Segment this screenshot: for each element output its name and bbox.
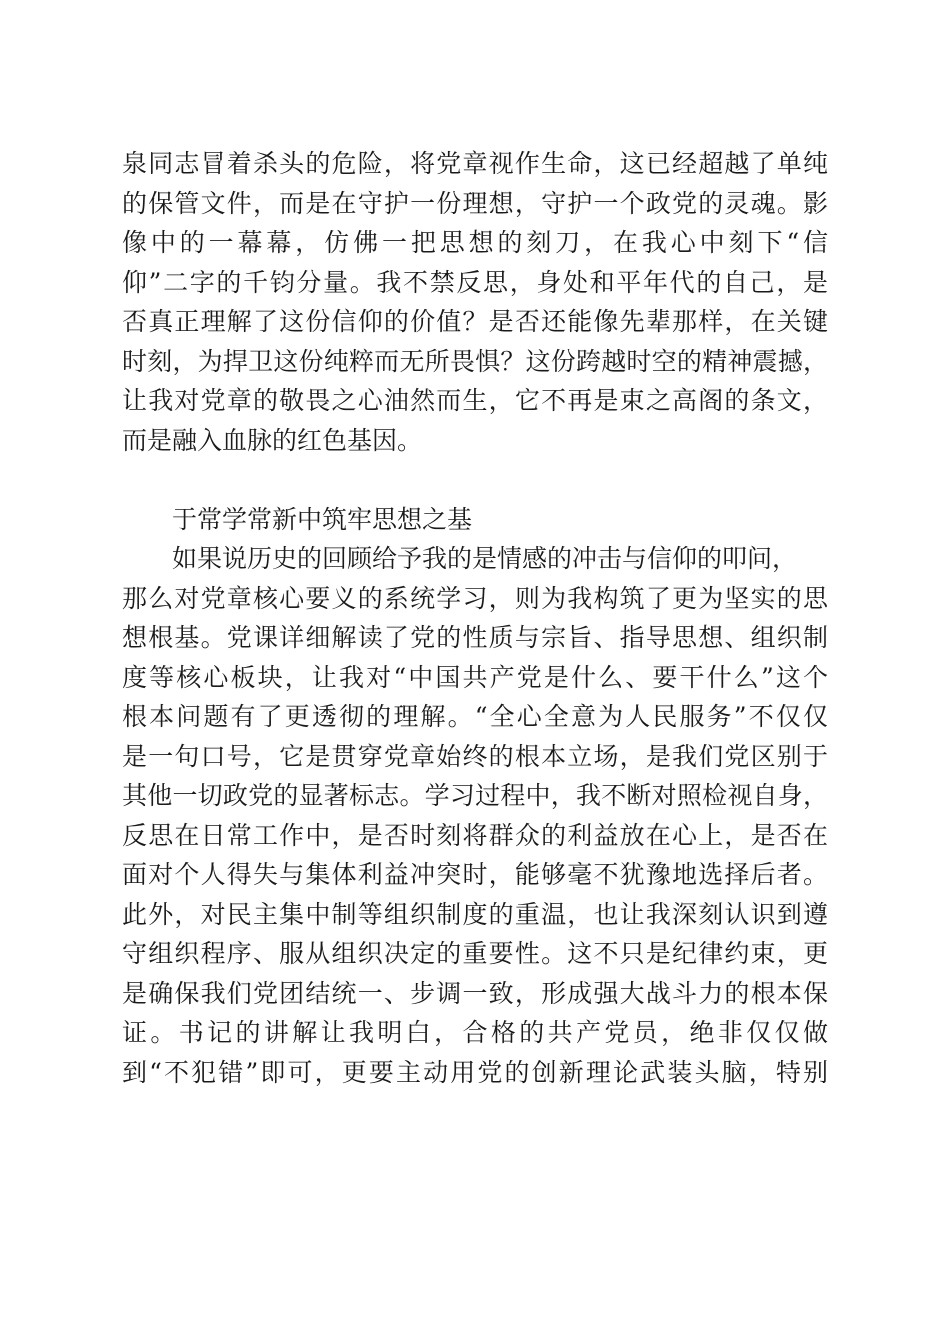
text-line: 让我对党章的敬畏之心油然而生，它不再是束之高阁的条文，	[122, 386, 828, 415]
text-line: 否真正理解了这份信仰的价值？是否还能像先辈那样，在关键	[122, 307, 828, 336]
section-heading-block	[122, 500, 828, 540]
text-line: 如果说历史的回顾给予我的是情感的冲击与信仰的叩问，	[172, 544, 798, 573]
text-line: 反思在日常工作中，是否时刻将群众的利益放在心上，是否在	[122, 820, 828, 850]
text-line: 其他一切政党的显著标志。学习过程中，我不断对照检视自身，	[122, 781, 828, 810]
text-line: 而是融入血脉的红色基因。	[122, 425, 423, 455]
text-line: 守组织程序、服从组织决定的重要性。这不只是纪律约束，更	[122, 939, 828, 968]
text-line: 想根基。党课详细解读了党的性质与宗旨、指导思想、组织制	[122, 623, 828, 652]
text-line: 仰”二字的千钧分量。我不禁反思，身处和平年代的自己，是	[122, 267, 828, 297]
text-line: 像中的一幕幕，仿佛一把思想的刻刀，在我心中刻下“信	[122, 228, 828, 257]
text-line: 时刻，为捍卫这份纯粹而无所畏惧？这份跨越时空的精神震撼，	[122, 346, 828, 376]
text-line: 此外，对民主集中制等组织制度的重温，也让我深刻认识到遵	[122, 899, 828, 929]
text-line: 是确保我们党团结统一、步调一致，形成强大战斗力的根本保	[122, 978, 828, 1008]
text-line: 证。书记的讲解让我明白，合格的共产党员，绝非仅仅做	[122, 1018, 828, 1047]
text-line: 度等核心板块，让我对“中国共产党是什么、要干什么”这个	[122, 662, 828, 692]
paragraph-1	[122, 144, 828, 460]
text-line: 泉同志冒着杀头的危险，将党章视作生命，这已经超越了单纯	[122, 149, 828, 178]
paragraph-2	[122, 539, 828, 1092]
text-line: 根本问题有了更透彻的理解。“全心全意为人民服务”不仅仅	[122, 702, 828, 731]
text-line: 那么对党章核心要义的系统学习，则为我构筑了更为坚实的思	[122, 583, 828, 613]
section-heading: 于常学常新中筑牢思想之基	[172, 505, 473, 534]
text-line: 的保管文件，而是在守护一份理想，守护一个政党的灵魂。影	[122, 188, 828, 218]
text-line: 到“不犯错”即可，更要主动用党的创新理论武装头脑，特别	[122, 1057, 828, 1087]
text-line: 是一句口号，它是贯穿党章始终的根本立场，是我们党区别于	[122, 741, 828, 771]
text-line: 面对个人得失与集体利益冲突时，能够毫不犹豫地选择后者。	[122, 860, 828, 889]
